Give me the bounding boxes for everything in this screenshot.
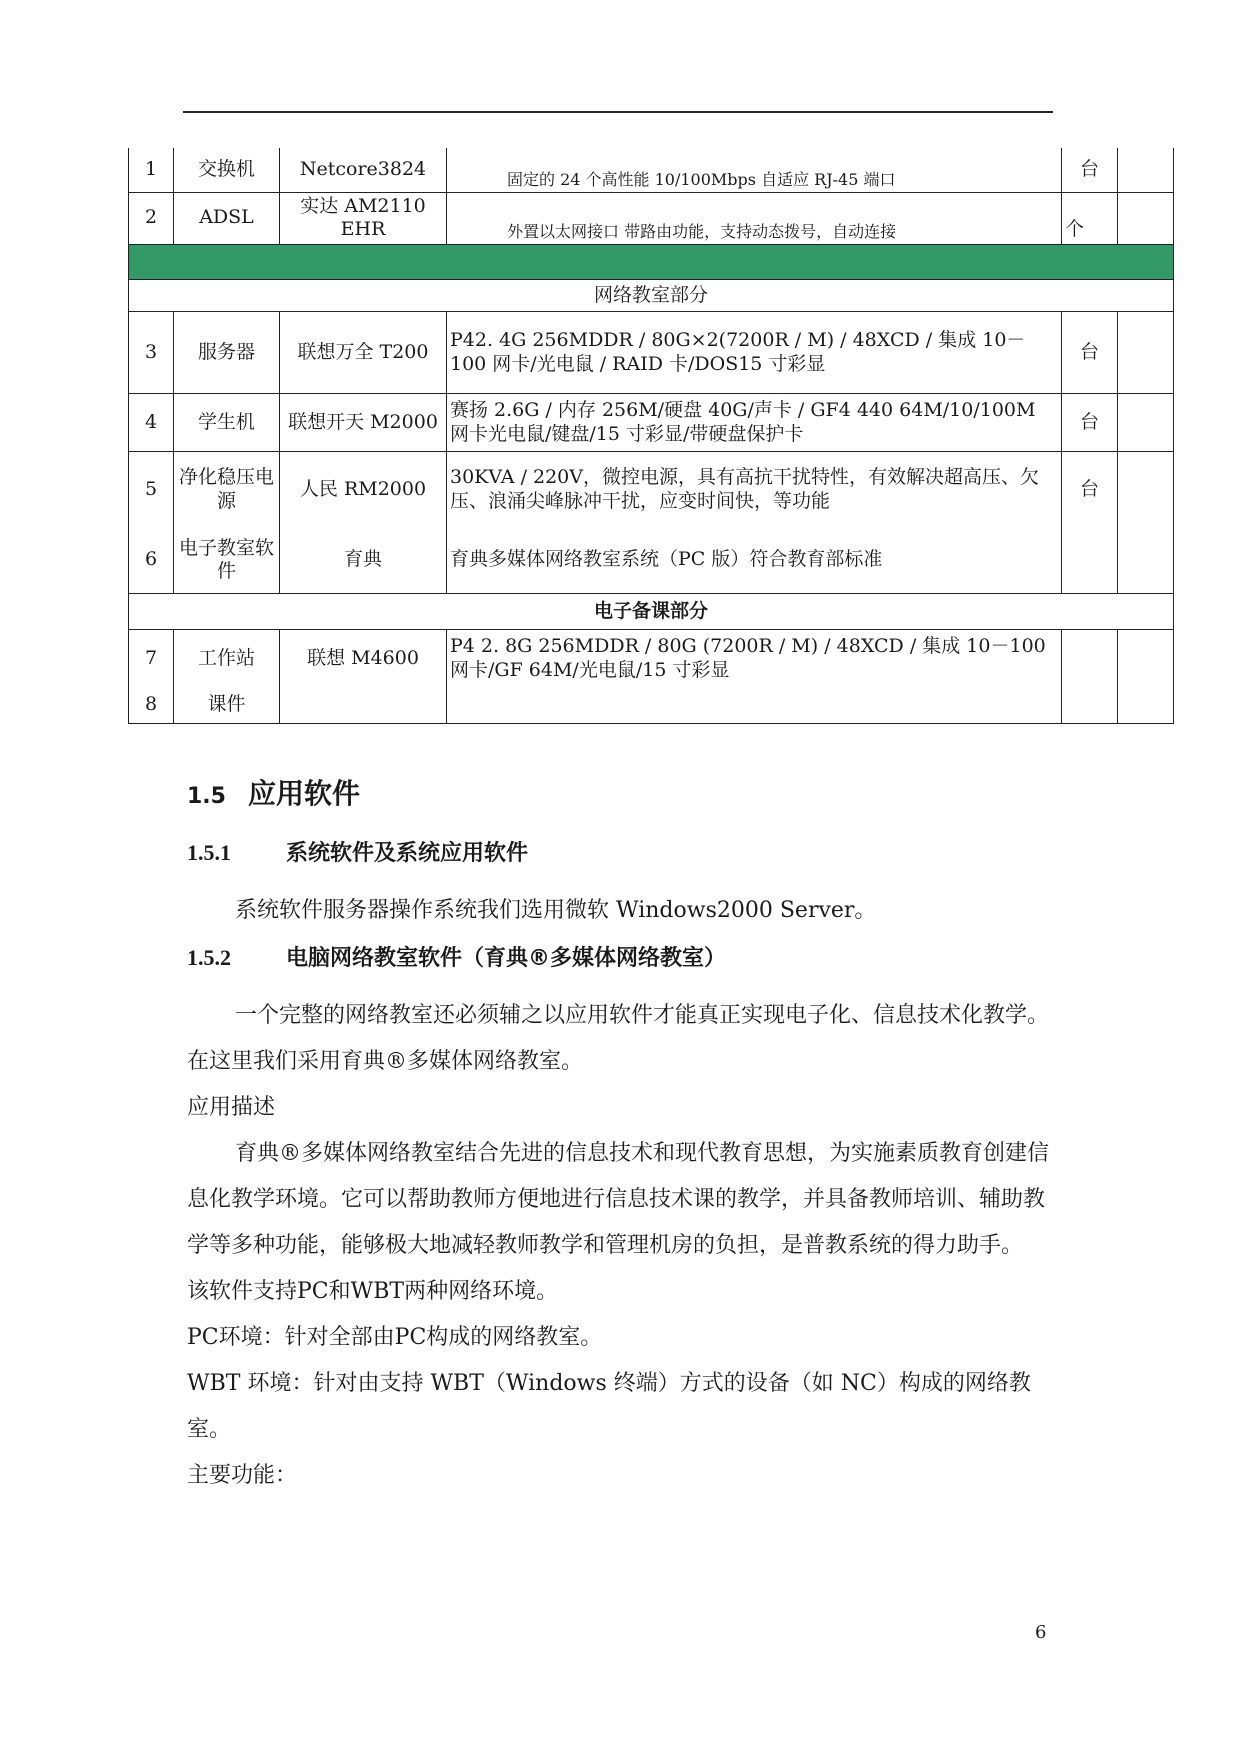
cell-spec: P42. 4G 256MDDR / 80G×2(7200R / M) / 48XCD / 集成 10－100 网卡/光电鼠 / RAID 卡/DOS15 寸彩显 — [447, 312, 1062, 394]
subsection-heading — [187, 829, 1057, 878]
section-heading — [187, 762, 1057, 829]
cell-unit: 台 — [1062, 312, 1118, 394]
cell-no: 8 — [129, 688, 174, 724]
cell-unit: 台 — [1062, 394, 1118, 452]
table-row — [129, 148, 1174, 192]
section-row — [129, 594, 1174, 630]
cell-spec: 赛扬 2.6G / 内存 256M/硬盘 40G/声卡 / GF4 440 64M/10/100M 网卡光电鼠/键盘/15 寸彩显/带硬盘保护卡 — [447, 394, 1062, 452]
cell-spec: P4 2. 8G 256MDDR / 80G (7200R / M) / 48XCD / 集成 10－100 网卡/GF 64M/光电鼠/15 寸彩显 — [447, 630, 1062, 688]
cell-qty — [1118, 452, 1174, 528]
section-band — [129, 245, 1174, 280]
table-row — [129, 688, 1174, 724]
cell-unit: 个 — [1062, 192, 1118, 245]
section-number: 1.5 — [187, 784, 226, 809]
paragraph: 应用描述 — [187, 1095, 276, 1120]
cell-name: 学生机 — [174, 394, 280, 452]
cell-unit: 台 — [1062, 452, 1118, 528]
cell-name: 交换机 — [174, 148, 280, 192]
cell-name: 电子教室软件 — [174, 528, 280, 594]
cell-name: 工作站 — [174, 630, 280, 688]
page-number: 6 — [1035, 1622, 1047, 1643]
paragraph: 主要功能： — [187, 1463, 298, 1488]
header-rule — [183, 111, 1053, 113]
cell-no: 7 — [129, 630, 174, 688]
subsection-title: 电脑网络教室软件（育典®多媒体网络教室） — [286, 946, 727, 971]
cell-model: 人民 RM2000 — [280, 452, 447, 528]
cell-qty — [1118, 148, 1174, 192]
cell-qty — [1118, 688, 1174, 724]
subsection-number: 1.5.2 — [187, 945, 231, 970]
cell-no: 5 — [129, 452, 174, 528]
cell-no: 1 — [129, 148, 174, 192]
cell-model: Netcore3824 — [280, 148, 447, 192]
cell-no: 3 — [129, 312, 174, 394]
cell-no: 2 — [129, 192, 174, 245]
cell-model: 联想万全 T200 — [280, 312, 447, 394]
cell-qty — [1118, 528, 1174, 594]
cell-unit — [1062, 630, 1118, 688]
section-title: 电子备课部分 — [129, 594, 1174, 630]
table-row — [129, 452, 1174, 528]
cell-qty — [1118, 630, 1174, 688]
cell-spec: 外置以太网接口 带路由功能，支持动态拨号，自动连接 — [447, 192, 1062, 245]
table-row — [129, 312, 1174, 394]
cell-model: 育典 — [280, 528, 447, 594]
equipment-table — [128, 148, 1174, 724]
cell-model — [280, 688, 447, 724]
cell-name: 服务器 — [174, 312, 280, 394]
section-title: 应用软件 — [247, 777, 360, 810]
cell-qty — [1118, 394, 1174, 452]
section-title: 网络教室部分 — [129, 280, 1174, 312]
cell-name: 净化稳压电源 — [174, 452, 280, 528]
cell-spec: 育典多媒体网络教室系统（PC 版）符合教育部标准 — [447, 528, 1062, 594]
cell-no: 6 — [129, 528, 174, 594]
table-row — [129, 528, 1174, 594]
cell-model: 联想 M4600 — [280, 630, 447, 688]
cell-spec: 固定的 24 个高性能 10/100Mbps 自适应 RJ-45 端口 — [447, 148, 1062, 192]
paragraph: 育典®多媒体网络教室结合先进的信息技术和现代教育思想，为实施素质教育创建信息化教学环境。它可以帮助教师方便地进行信息技术课的教学，并具备教师培训、辅助教学等多种功能，能够极大地减轻教师教学和管理机房的负担，是普教系统的得力助手。 — [187, 1141, 1050, 1258]
cell-spec — [447, 688, 1062, 724]
subsection-number: 1.5.1 — [187, 840, 231, 865]
cell-name: 课件 — [174, 688, 280, 724]
paragraph: WBT 环境：针对由支持 WBT（Windows 终端）方式的设备（如 NC）构成的网络教室。 — [187, 1371, 1031, 1442]
cell-name: ADSL — [174, 192, 280, 245]
cell-unit — [1062, 528, 1118, 594]
cell-unit — [1062, 688, 1118, 724]
subsection-title: 系统软件及系统应用软件 — [286, 841, 529, 866]
cell-unit: 台 — [1062, 148, 1118, 192]
cell-qty — [1118, 312, 1174, 394]
cell-model: 联想开天 M2000 — [280, 394, 447, 452]
cell-spec: 30KVA / 220V，微控电源，具有高抗干扰特性，有效解决超高压、欠压、浪涌尖峰脉冲干扰，应变时间快，等功能 — [447, 452, 1062, 528]
table-row — [129, 630, 1174, 688]
body-text — [187, 762, 1057, 1499]
table-row — [129, 394, 1174, 452]
paragraph: 系统软件服务器操作系统我们选用微软 Windows2000 Server。 — [235, 898, 877, 923]
subsection-heading — [187, 934, 1057, 983]
section-row — [129, 280, 1174, 312]
cell-qty — [1118, 192, 1174, 245]
cell-no: 4 — [129, 394, 174, 452]
paragraph: 一个完整的网络教室还必须辅之以应用软件才能真正实现电子化、信息技术化教学。在这里我们采用育典®多媒体网络教室。 — [187, 1003, 1050, 1074]
table-row — [129, 192, 1174, 245]
paragraph: PC环境：针对全部由PC构成的网络教室。 — [187, 1325, 603, 1350]
paragraph: 该软件支持PC和WBT两种网络环境。 — [187, 1279, 559, 1304]
cell-model: 实达 AM2110 EHR — [280, 192, 447, 245]
